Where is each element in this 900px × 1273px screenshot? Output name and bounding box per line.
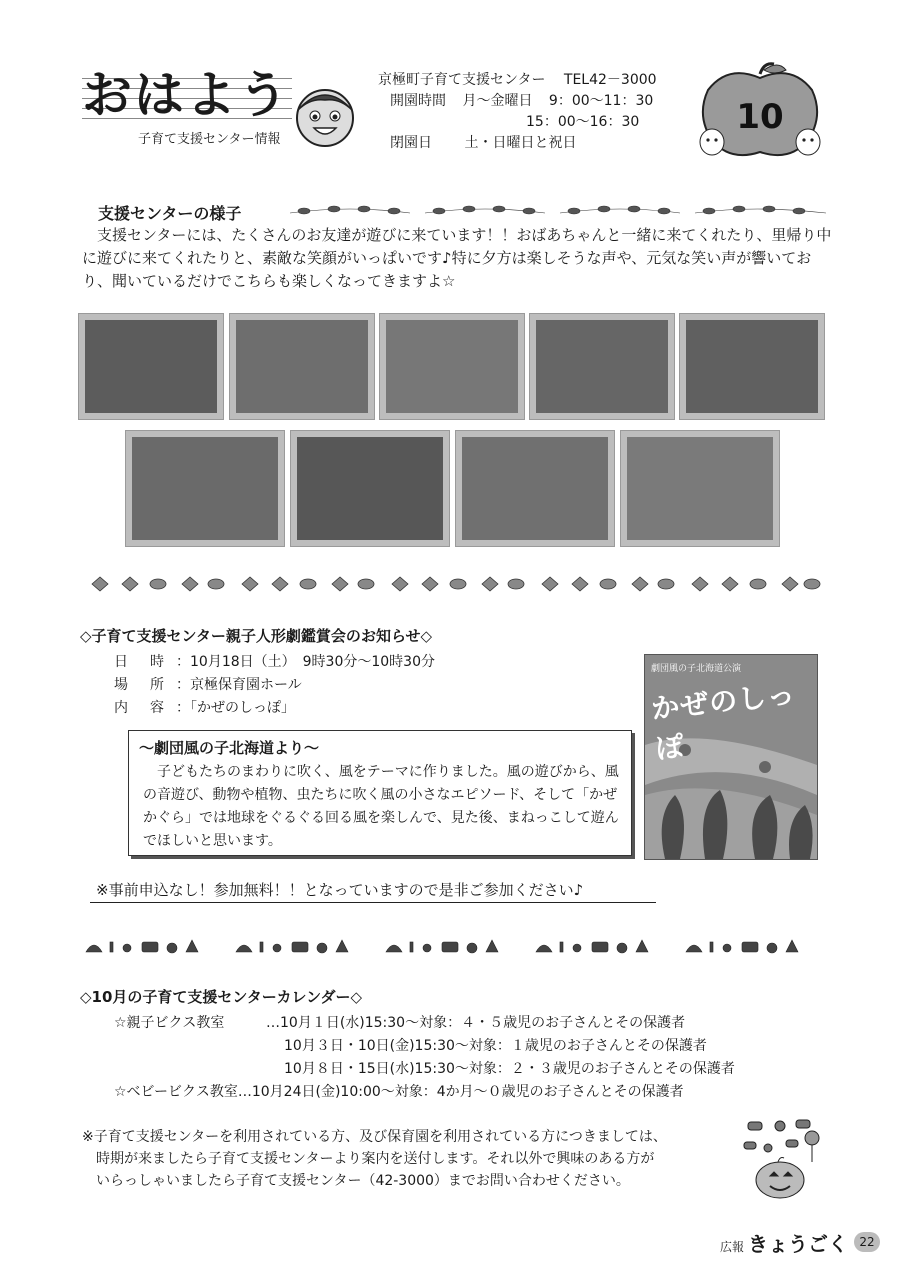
page-number: 22 — [854, 1232, 880, 1252]
theater-box-body: 子どもたちのまわりに吹く、風をテーマに作りました。風の遊びから、風の音遊び、動物や植物、虫たちに吹く風の小さなエピソード、そして「かぜかぐら」では地球をぐるぐる回る風を楽しんで、見た後、まねっこして遊んでほしいと思います。 — [143, 764, 619, 849]
music-toy-border-icon — [82, 936, 822, 956]
event-row-value: ：「かぜのしっぽ」 — [176, 700, 295, 716]
calendar-row — [284, 1035, 707, 1055]
newsletter-logo-subtitle: 子育て支援センター情報 — [138, 132, 281, 147]
event-title: ◇子育て支援センター親子人形劇鑑賞会のお知らせ◇ — [80, 627, 433, 645]
autumn-leaf-border-icon — [82, 572, 822, 596]
apple-month-badge — [694, 60, 826, 164]
footer-brand — [720, 1228, 848, 1257]
center-photo-2 — [229, 313, 375, 420]
smiling-child-face-illustration — [290, 80, 360, 150]
poster-small-caption: 劇団風の子北海道公演 — [651, 664, 742, 674]
hours-label: 開園時間 — [390, 93, 446, 109]
vine-leaf-border-icon — [290, 201, 826, 221]
play-poster-image — [644, 654, 818, 860]
event-row-value: ：京極保育園ホール — [176, 677, 302, 693]
theater-box-title: ～劇団風の子北海道より～ — [139, 739, 320, 757]
center-status-paragraph: 支援センターには、たくさんのお友達が遊びに来ています！！おばあちゃんと一緒に来てくれたり、里帰り中に遊びに来てくれたりと、素敵な笑顔がいっぱいです♪特に夕方は楽しそうな声や、元気な笑い声が響いており、聞いているだけでこちらも楽しくなってきますよ☆ — [82, 226, 832, 290]
center-photo-5 — [679, 313, 825, 420]
event-row-label: 場 所 — [114, 677, 168, 693]
center-photo-1 — [78, 313, 224, 420]
calendar-row — [114, 1081, 684, 1101]
calendar-title: ◇10月の子育て支援センターカレンダー◇ — [80, 988, 363, 1006]
event-row-place — [114, 674, 302, 694]
section-title-center-status: 支援センターの様子 — [98, 204, 242, 223]
hours-morning: 9：00～11：30 — [548, 93, 654, 109]
poster-title-text: かぜのしっぽ — [649, 677, 798, 766]
center-photo-3 — [379, 313, 525, 420]
hours-days: 月～金曜日 — [462, 93, 533, 109]
calendar-class-name: ☆親子ビクス教室 — [114, 1015, 225, 1031]
center-info-block — [378, 70, 657, 154]
footnote-line: 時期が来ましたら子育て支援センターより案内を送付します。それ以外で興味のある方が — [96, 1151, 655, 1167]
event-notice: ※事前申込なし！参加無料！！となっていますので是非ご参加ください♪ — [90, 879, 656, 903]
event-row-date — [114, 651, 435, 671]
footnote-block — [82, 1126, 732, 1192]
center-tel: TEL42－3000 — [563, 72, 657, 88]
footer-brand-name: きょうごく — [748, 1232, 849, 1256]
calendar-class-detail: 10月３日・10日(金)15:30～対象：１歳児のお子さんとその保護者 — [284, 1038, 707, 1054]
calendar-class-name: ☆ベビービクス教室 — [114, 1084, 238, 1100]
newsletter-logo-title: おはよう — [82, 66, 290, 124]
calendar-row — [284, 1058, 735, 1078]
event-row-label: 内 容 — [114, 700, 168, 716]
center-photo-6 — [125, 430, 285, 547]
footnote-line: いらっしゃいましたら子育て支援センター（42-3000）までお問い合わせください。 — [96, 1173, 630, 1189]
center-name: 京極町子育て支援センター — [378, 72, 546, 88]
hours-afternoon: 15：00～16：30 — [526, 114, 640, 130]
center-photo-8 — [455, 430, 615, 547]
center-photo-4 — [529, 313, 675, 420]
halloween-candy-pumpkin-icon — [740, 1118, 824, 1200]
calendar-row — [114, 1012, 685, 1032]
center-photo-7 — [290, 430, 450, 547]
closed-label: 閉園日 — [390, 135, 432, 151]
center-photo-9 — [620, 430, 780, 547]
calendar-class-detail: …10月24日(金)10:00～対象：4か月～０歳児のお子さんとその保護者 — [237, 1084, 684, 1100]
footnote-line: ※子育て支援センターを利用されている方、及び保育園を利用されている方につきましては、 — [82, 1129, 667, 1145]
theater-description-box — [128, 730, 632, 856]
footer-brand-small: 広報 — [720, 1240, 745, 1254]
calendar-class-detail: …10月１日(水)15:30～対象：４・５歳児のお子さんとその保護者 — [266, 1015, 686, 1031]
closed-days: 土・日曜日と祝日 — [464, 135, 577, 151]
calendar-class-detail: 10月８日・15日(水)15:30～対象：２・３歳児のお子さんとその保護者 — [284, 1061, 735, 1077]
event-row-label: 日 時 — [114, 654, 168, 670]
event-row-content — [114, 697, 295, 717]
event-row-value: ：10月18日（土） 9時30分～10時30分 — [176, 654, 435, 670]
month-number: 10 — [736, 97, 784, 137]
